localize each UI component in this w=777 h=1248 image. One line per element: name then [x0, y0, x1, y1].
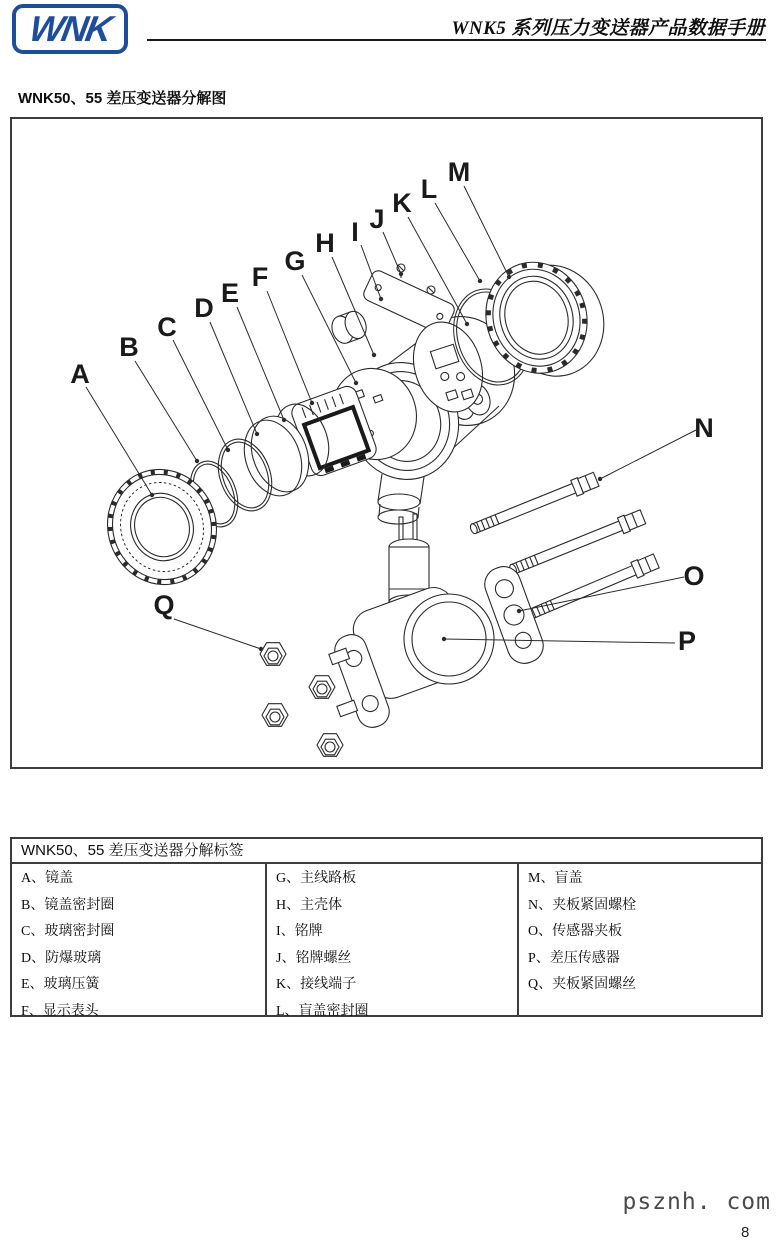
label-G: G	[284, 246, 306, 276]
part-blind-cover	[472, 244, 618, 394]
watermark: psznh. com	[622, 1189, 771, 1215]
label-M: M	[447, 157, 471, 187]
part-dp-sensor	[329, 514, 548, 732]
part-lens-cover	[91, 454, 232, 600]
label-Q: Q	[153, 590, 175, 620]
brand-logo	[12, 4, 128, 54]
header-divider	[147, 39, 766, 41]
part-label-e: E、玻璃压簧	[21, 977, 100, 992]
part-label-o: O、传感器夹板	[528, 924, 623, 939]
part-label-h: H、主壳体	[276, 897, 343, 913]
part-label-d: D、防爆玻璃	[21, 950, 102, 966]
part-label-c: C、玻璃密封圈	[21, 924, 115, 939]
exploded-diagram-frame	[10, 117, 763, 769]
part-label-f: F、显示表头	[21, 1003, 99, 1019]
label-C: C	[157, 312, 177, 342]
parts-table-body	[12, 864, 761, 1019]
part-label-m: M、盲盖	[528, 871, 583, 886]
part-label-p: P、差压传感器	[528, 950, 620, 966]
label-D: D	[194, 293, 214, 323]
page-number: 8	[741, 1224, 750, 1241]
part-label-k: K、接线端子	[276, 977, 357, 992]
label-J: J	[369, 204, 385, 234]
part-label-a: A、镜盖	[21, 871, 74, 886]
label-F: F	[251, 262, 269, 292]
label-A: A	[70, 359, 90, 389]
brand-logo-text: WNK	[26, 8, 114, 49]
part-label-g: G、主线路板	[276, 871, 357, 886]
parts-column-2	[265, 864, 517, 1019]
label-O: O	[683, 561, 705, 591]
part-label-b: B、镜盖密封圈	[21, 897, 115, 913]
label-N: N	[694, 413, 714, 443]
part-label-l: L、盲盖密封圈	[276, 1003, 369, 1019]
part-label-empty	[528, 999, 761, 1026]
part-label-q: Q、夹板紧固螺丝	[528, 977, 637, 992]
parts-label-table	[10, 837, 763, 1017]
exploded-diagram	[12, 119, 761, 767]
parts-column-1	[12, 864, 265, 1019]
label-I: I	[351, 217, 359, 247]
document-title: WNK5 系列压力变送器产品数据手册	[451, 18, 765, 39]
parts-table-title: WNK50、55 差压变送器分解标签	[12, 839, 761, 864]
parts-column-3	[517, 864, 761, 1015]
part-label-i: I、铭牌	[276, 924, 323, 939]
label-P: P	[677, 626, 697, 656]
label-K: K	[392, 188, 412, 218]
label-B: B	[119, 332, 139, 362]
part-label-n: N、夹板紧固螺栓	[528, 897, 637, 913]
label-E: E	[220, 278, 240, 308]
part-label-j: J、铭牌螺丝	[276, 950, 352, 966]
label-L: L	[420, 174, 438, 204]
figure-heading: WNK50、55 差压变送器分解图	[18, 90, 227, 107]
label-H: H	[315, 228, 335, 258]
